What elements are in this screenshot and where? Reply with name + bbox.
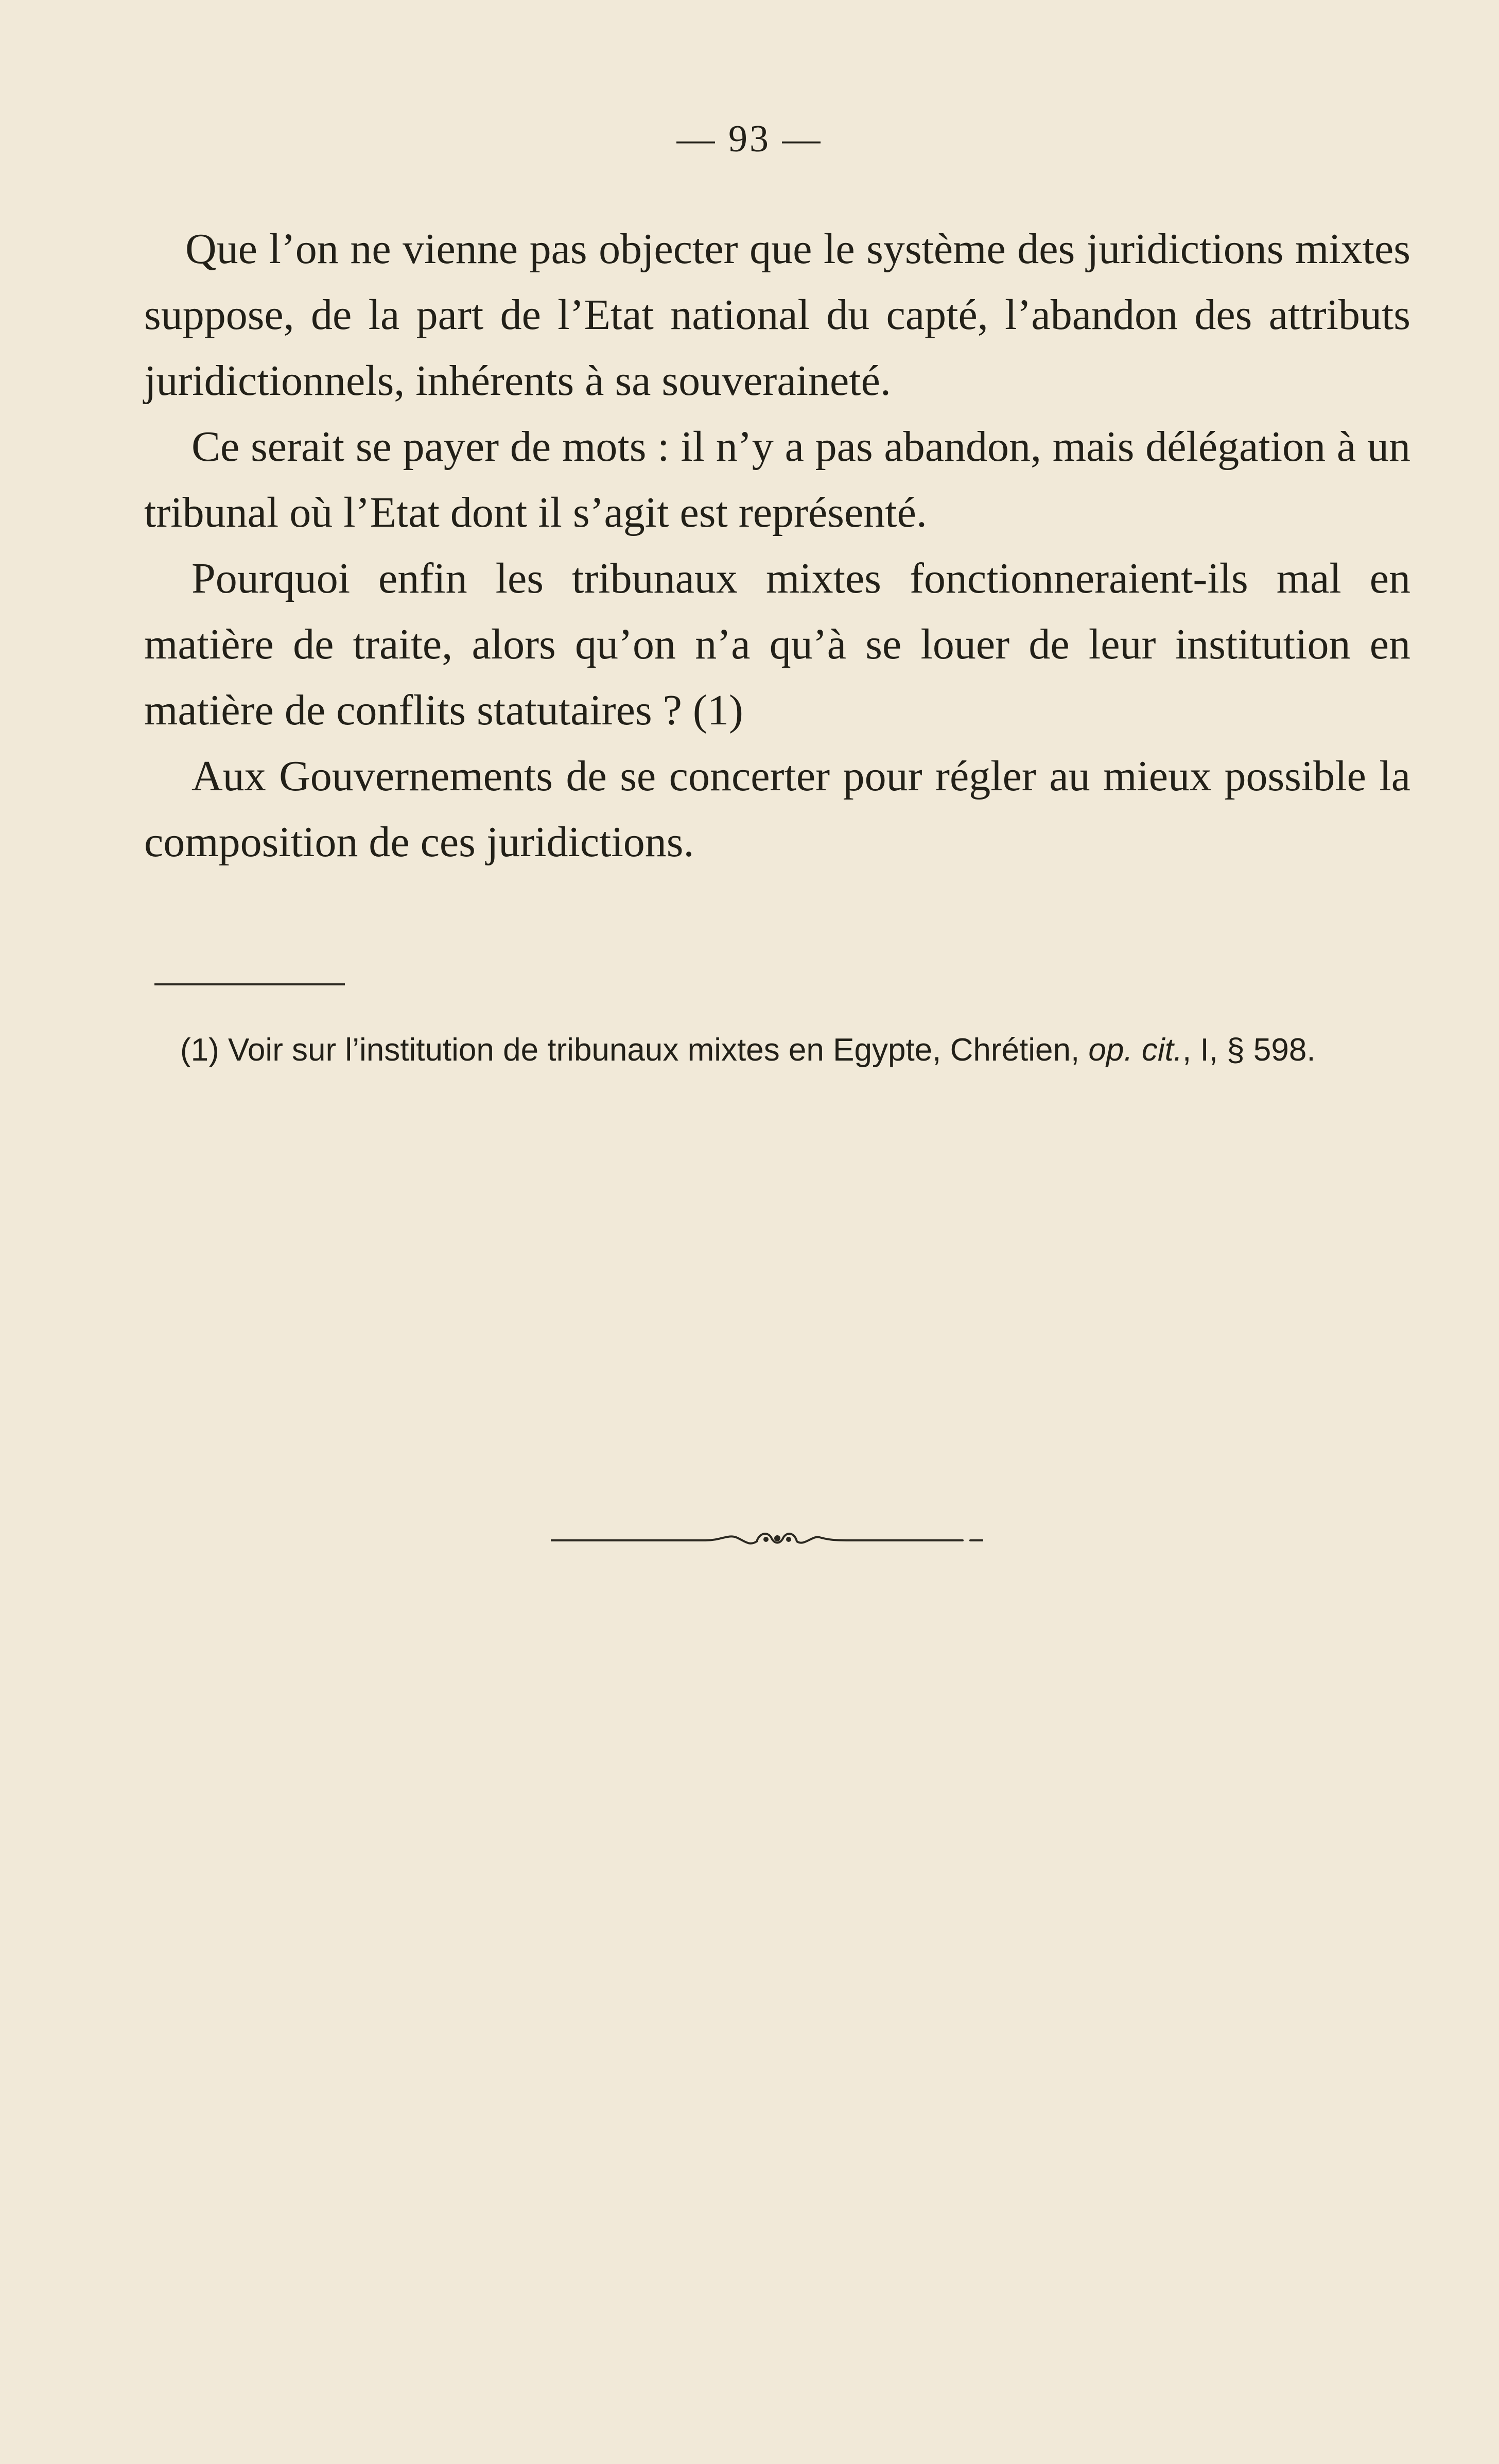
paragraph-2: Ce serait se payer de mots : il n’y a pas abandon, mais délégation à un tribunal où l’Etat dont il s’agit est représenté. [144, 423, 1410, 536]
paragraph-4: Aux Gouvernements de se concerter pour régler au mieux possible la composition de ces juridictions. [144, 752, 1410, 866]
footnote-text: (1) Voir sur l’institution de tribunaux mixtes en Egypte, Chrétien, [180, 1032, 1089, 1068]
paragraph-1: Que l’on ne vienne pas objecter que le système des juridictions mixtes suppose, de la part de l’Etat national du capté, l’abandon des attributs juridictionnels, inhérents à sa souveraineté. [144, 225, 1410, 405]
printer-ornament-icon [551, 1524, 983, 1555]
page-number: — 93 — [676, 118, 823, 160]
footnote-reference: , I, § 598. [1182, 1032, 1316, 1068]
footnote-citation: op. cit. [1088, 1032, 1183, 1068]
footnote [144, 1025, 1410, 1076]
footnote-separator [154, 983, 345, 985]
paragraph-3: Pourquoi enfin les tribunaux mixtes fonctionneraient-ils mal en matière de traite, alors qu’on n’a qu’à se louer de leur institution en matière de conflits statutaires ? (1) [144, 554, 1410, 734]
body-text [144, 216, 1410, 875]
